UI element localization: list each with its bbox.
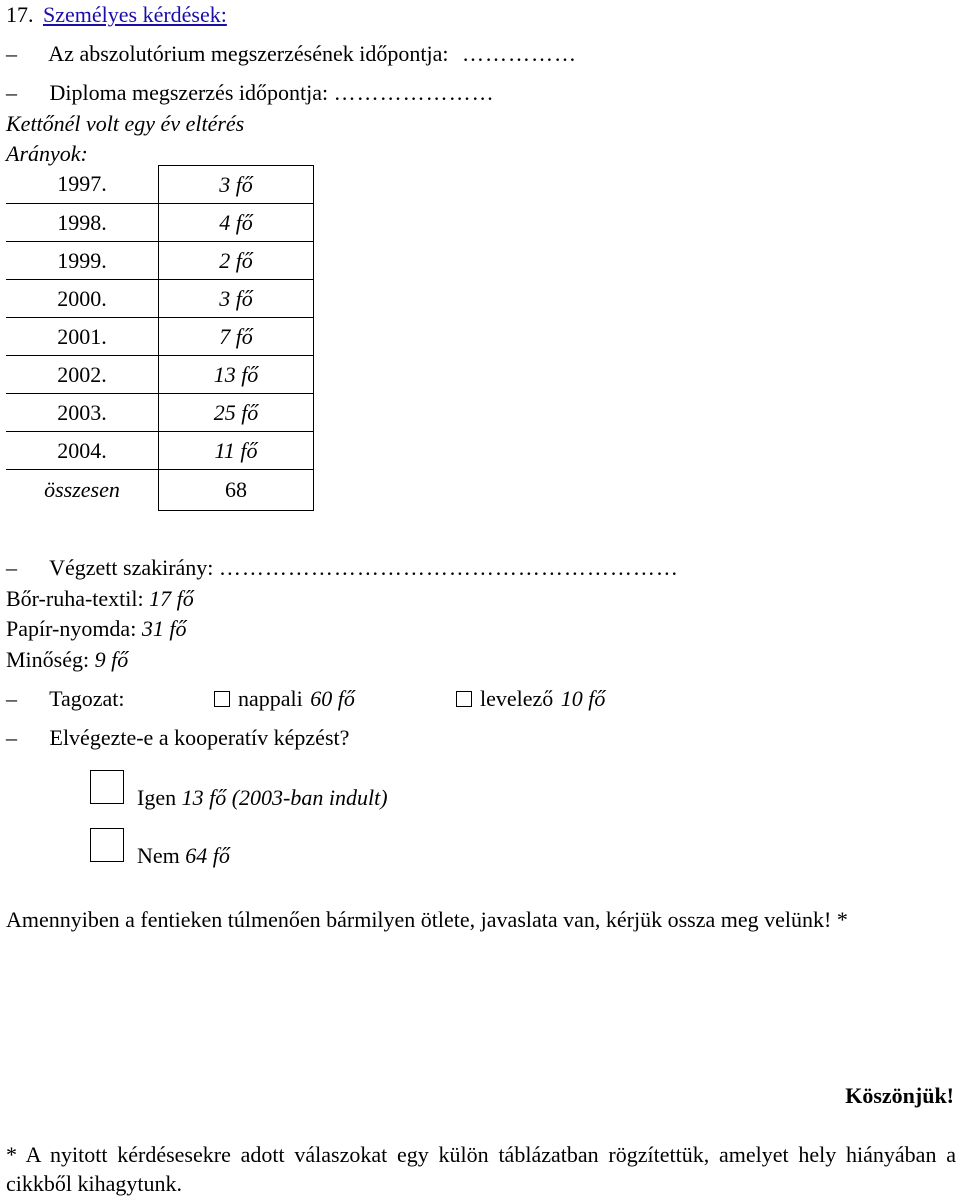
nappali-label: nappali xyxy=(238,686,303,711)
levelezo-checkbox[interactable] xyxy=(456,691,472,707)
nappali-value: 60 fő xyxy=(310,686,355,711)
tagozat-label: Tagozat: xyxy=(49,686,125,711)
igen-checkbox[interactable] xyxy=(90,770,124,804)
total-count-cell: 68 xyxy=(159,470,314,511)
year-cell: 2003. xyxy=(6,394,159,432)
cooperative-question: Elvégezte-e a kooperatív képzést? xyxy=(49,725,350,750)
count-cell: 3 fő xyxy=(159,166,314,204)
year-cell: 1999. xyxy=(6,242,159,280)
table-row xyxy=(6,356,314,394)
year-cell: 2001. xyxy=(6,318,159,356)
nem-checkbox[interactable] xyxy=(90,828,124,862)
diploma-blank: ………………… xyxy=(333,80,495,105)
nappali-checkbox[interactable] xyxy=(214,691,230,707)
specialization-item xyxy=(6,618,186,640)
diploma-label: Diploma megszerzés időpontja: xyxy=(49,80,329,105)
question-number: 17. xyxy=(6,2,34,27)
question-title: Személyes kérdések: xyxy=(43,2,227,27)
levelezo-value: 10 fő xyxy=(560,686,606,711)
table-row xyxy=(6,394,314,432)
specialization-item-value: 17 fő xyxy=(149,586,194,611)
year-cell: 2002. xyxy=(6,356,159,394)
ratios-label: Arányok: xyxy=(6,141,88,166)
table-row xyxy=(6,318,314,356)
specialization-item xyxy=(6,649,128,671)
specialization-line xyxy=(6,557,679,579)
closing-paragraph: Amennyiben a fentieken túlmenően bármilyen ötlete, javaslata van, kérjük ossza meg velünk! * xyxy=(6,907,848,932)
levelezo-label: levelező xyxy=(480,686,554,711)
cooperative-line xyxy=(6,727,349,749)
specialization-label: Végzett szakirány: xyxy=(49,555,214,580)
year-cell: 1998. xyxy=(6,204,159,242)
igen-label: Igen xyxy=(137,785,177,810)
nem-label: Nem xyxy=(137,843,180,868)
year-cell: 1997. xyxy=(6,166,159,204)
table-row xyxy=(6,166,314,204)
total-label-cell: összesen xyxy=(6,470,159,511)
count-cell: 2 fő xyxy=(159,242,314,280)
specialization-blank: …………………………………………………… xyxy=(218,555,679,580)
bullet-dash: – xyxy=(6,555,17,580)
specialization-item-value: 9 fő xyxy=(94,647,129,672)
bullet-dash: – xyxy=(6,41,17,66)
specialization-item-value: 31 fő xyxy=(141,616,187,641)
absolutorium-blank: …………… xyxy=(461,41,577,66)
difference-note: Kettőnél volt egy év eltérés xyxy=(6,111,245,136)
specialization-item-label: Bőr-ruha-textil: xyxy=(6,586,144,611)
year-cell: 2000. xyxy=(6,280,159,318)
table-row xyxy=(6,432,314,470)
igen-value: 13 fő (2003-ban indult) xyxy=(181,785,388,810)
tagozat-option-nappali xyxy=(214,688,355,710)
bullet-dash: – xyxy=(6,686,17,711)
absolutorium-line xyxy=(6,43,577,65)
tagozat-line xyxy=(6,688,125,710)
specialization-item-label: Minőség: xyxy=(6,647,90,672)
ratios-table xyxy=(6,165,314,511)
diploma-line xyxy=(6,82,495,104)
table-row xyxy=(6,242,314,280)
count-cell: 13 fő xyxy=(159,356,314,394)
table-row xyxy=(6,204,314,242)
bullet-dash: – xyxy=(6,80,17,105)
absolutorium-label: Az abszolutórium megszerzésének időpontja: xyxy=(48,41,449,66)
thanks-text: Köszönjük! xyxy=(845,1083,954,1108)
bullet-dash: – xyxy=(6,725,17,750)
count-cell: 3 fő xyxy=(159,280,314,318)
table-total-row xyxy=(6,470,314,511)
igen-option xyxy=(137,787,388,809)
nem-value: 64 fő xyxy=(185,843,230,868)
question-heading xyxy=(6,4,227,26)
count-cell: 4 fő xyxy=(159,204,314,242)
footnote: * A nyitott kérdésesekre adott válaszokat egy külön táblázatban rögzítettük, amelyet hely hiányában a cikkből kihagytunk. xyxy=(6,1142,956,1196)
table-row xyxy=(6,280,314,318)
count-cell: 25 fő xyxy=(159,394,314,432)
count-cell: 11 fő xyxy=(159,432,314,470)
count-cell: 7 fő xyxy=(159,318,314,356)
specialization-item-label: Papír-nyomda: xyxy=(6,616,137,641)
specialization-item xyxy=(6,588,194,610)
nem-option xyxy=(137,845,230,867)
tagozat-option-levelezo xyxy=(456,688,605,710)
year-cell: 2004. xyxy=(6,432,159,470)
